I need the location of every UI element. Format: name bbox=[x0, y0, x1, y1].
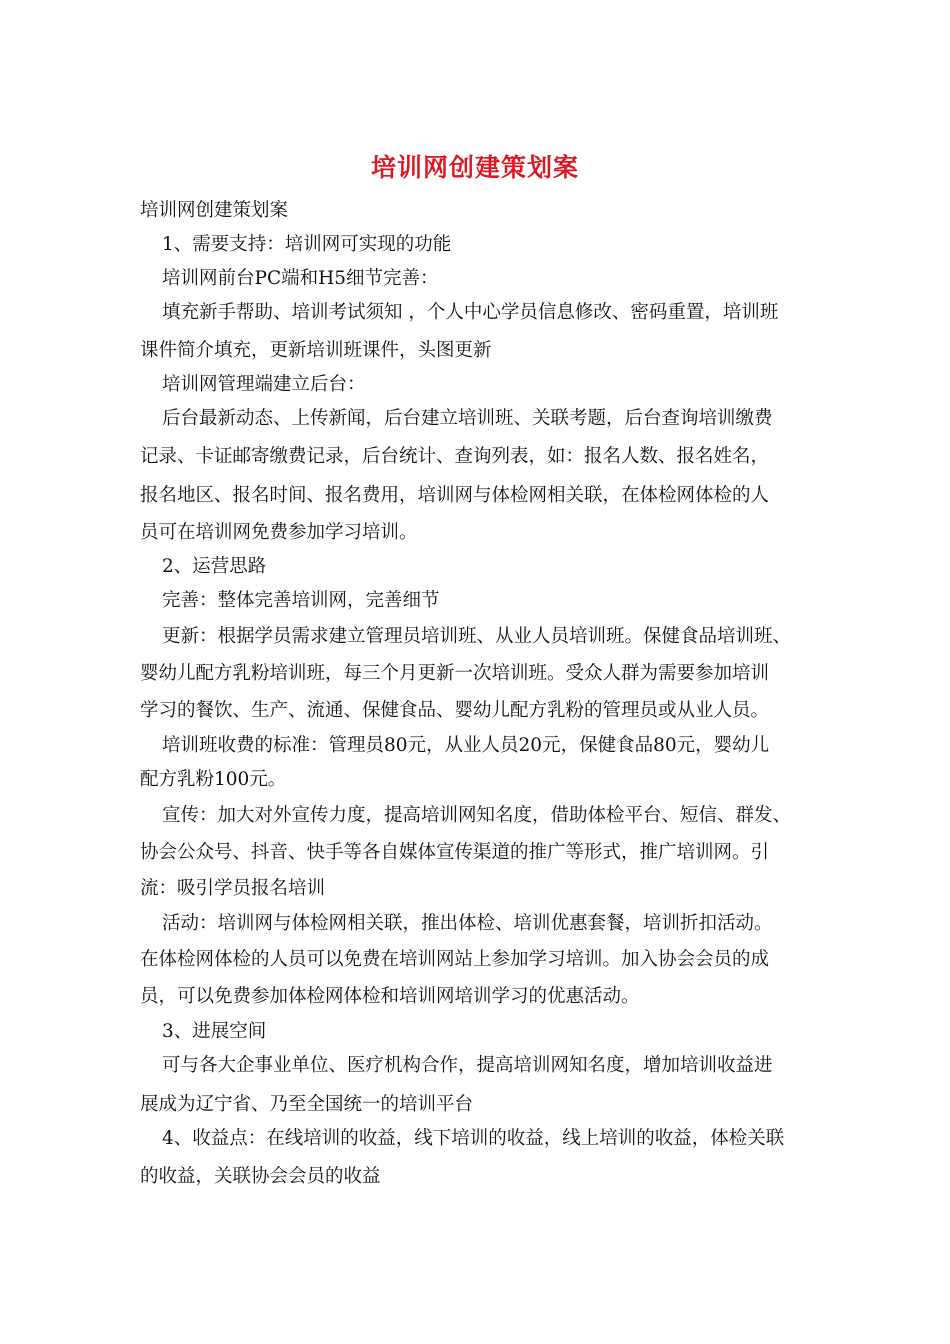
text-line: 填充新手帮助、培训考试须知 ，个人中心学员信息修改、密码重置，培训班 bbox=[162, 302, 779, 323]
text-line: 培训网管理端建立后台： bbox=[162, 374, 366, 395]
text-line: 报名地区、报名时间、报名费用，培训网与体检网相关联，在体检网体检的人 bbox=[140, 485, 770, 506]
text-line: 活动：培训网与体检网相关联，推出体检、培训优惠套餐，培训折扣活动。 bbox=[162, 913, 773, 934]
text-line: 课件简介填充，更新培训班课件，头图更新 bbox=[140, 340, 492, 361]
text-line: 展成为辽宁省、乃至全国统一的培训平台 bbox=[140, 1094, 474, 1115]
text-line: 的收益，关联协会会员的收益 bbox=[140, 1166, 381, 1187]
text-line: 在体检网体检的人员可以免费在培训网站上参加学习培训。加入协会会员的成 bbox=[140, 949, 770, 970]
text-line: 1、需要支持：培训网可实现的功能 bbox=[162, 234, 452, 255]
text-line: 协会公众号、抖音、快手等各自媒体宣传渠道的推广等形式，推广培训网。引 bbox=[140, 842, 770, 863]
text-line: 培训网前台PC端和H5细节完善： bbox=[162, 268, 439, 289]
text-line: 学习的餐饮、生产、流通、保健食品、婴幼儿配方乳粉的管理员或从业人员。 bbox=[140, 700, 770, 721]
text-line: 2、运营思路 bbox=[162, 556, 267, 577]
text-line: 配方乳粉100元。 bbox=[140, 769, 287, 790]
text-line: 员可在培训网免费参加学习培训。 bbox=[140, 522, 418, 543]
text-line: 宣传：加大对外宣传力度，提高培训网知名度，借助体检平台、短信、群发、 bbox=[162, 805, 792, 826]
text-line: 完善：整体完善培训网，完善细节 bbox=[162, 590, 440, 611]
text-line: 后台最新动态、上传新闻，后台建立培训班、关联考题，后台查询培训缴费 bbox=[162, 408, 773, 429]
text-line: 员，可以免费参加体检网体检和培训网培训学习的优惠活动。 bbox=[140, 986, 640, 1007]
document-title: 培训网创建策划案 bbox=[370, 153, 579, 182]
text-line: 3、进展空间 bbox=[162, 1021, 267, 1042]
text-line: 记录、卡证邮寄缴费记录，后台统计、查询列表，如：报名人数、报名姓名， bbox=[140, 446, 770, 467]
text-line: 更新：根据学员需求建立管理员培训班、从业人员培训班。保健食品培训班、 bbox=[162, 626, 792, 647]
text-line: 培训班收费的标准：管理员80元，从业人员20元，保健食品80元，婴幼儿 bbox=[162, 735, 770, 756]
text-line: 4、收益点：在线培训的收益，线下培训的收益，线上培训的收益，体检关联 bbox=[162, 1128, 785, 1149]
text-line: 婴幼儿配方乳粉培训班，每三个月更新一次培训班。受众人群为需要参加培训 bbox=[140, 663, 770, 684]
text-line: 可与各大企事业单位、医疗机构合作，提高培训网知名度，增加培训收益进 bbox=[162, 1055, 773, 1076]
text-line: 流：吸引学员报名培训 bbox=[140, 878, 326, 899]
text-line: 培训网创建策划案 bbox=[140, 200, 289, 221]
